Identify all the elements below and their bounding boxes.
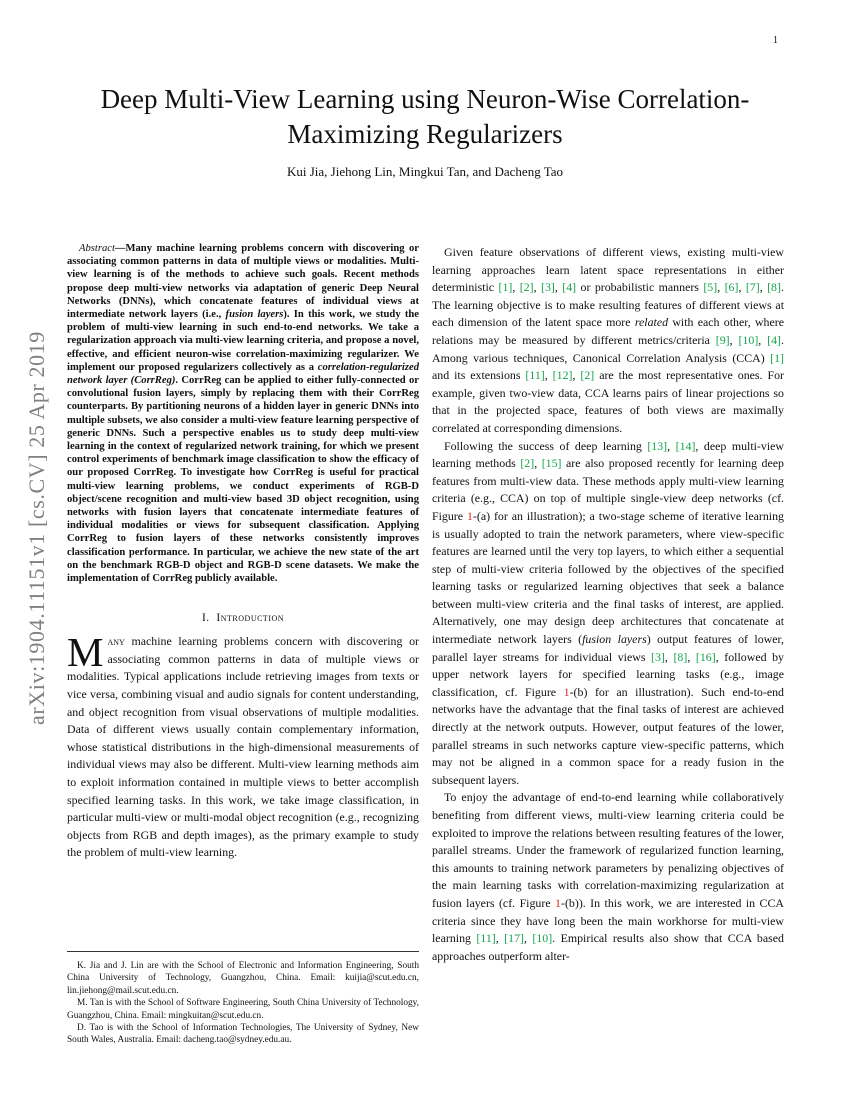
section-heading-introduction bbox=[67, 612, 419, 624]
citation[interactable]: [10] bbox=[738, 332, 759, 347]
abstract-text-2: ). In this work, we study the problem of multi-view learning in such end-to-end networks. We take a regularization approach via multi-view learning criteria, and propose a novel, effective, and efficient neuron-wise correlation-maximizing regularizer. We implement our proposed regularizers collectively as a bbox=[67, 309, 419, 373]
citation[interactable]: [8] bbox=[673, 649, 688, 664]
footnote-tao: D. Tao is with the School of Information Technologies, The University of Sydney, New South Wales, Australia. Email: dacheng.tao@sydney.edu.au. bbox=[67, 1023, 419, 1046]
intro-paragraph-3: Following the success of deep learning [13], [14], deep multi-view learning methods [2], [15] are also proposed recently for learning deep features from multi-view data. These methods apply multi-view learning criteria (e.g., CCA) on top of multiple single-view deep networks (cf. Figure 1-(a) for an illustration); a two-stage scheme of iterative learning is usually adopted to train the network parameters, where view-specific features are learned until the very top layers, to which either a sequential step of multi-view criteria followed by the objectives of the specified learning tasks or regularized learning objectives that seek a balance between multi-view criteria and the final tasks of interest, are applied. Alternatively, one may design deep architectures that concatenate at intermediate network layers (fusion layers) output features of lower, parallel layer streams for individual views [3], [8], [16], followed by upper network layers for specified learning tasks (e.g., image classification, cf. Figure 1-(b) for an illustration). Such end-to-end networks have the advantage that the final tasks of interest are achieved directly at the network outputs. However, output features of the lower, parallel streams in such networks capture view-specific patterns, which may not be aligned in a common space for a ready fusion in the subsequent layers. bbox=[432, 438, 785, 787]
right-column bbox=[432, 244, 784, 965]
citation[interactable]: [3] bbox=[651, 649, 665, 664]
citation[interactable]: [11] bbox=[476, 931, 496, 946]
abstract-text-1: Many machine learning problems concern with discovering or associating common patterns in data of multiple views or modalities. Multi-view learning is of the methods to achieve such goals. Recent methods propose deep multi-view networks via adaptation of generic Deep Neural Networks (DNNs), which concatenate features of individual views at intermediate network layers (i.e., bbox=[67, 243, 419, 321]
citation[interactable]: [2] bbox=[519, 280, 534, 295]
citation[interactable]: [4] bbox=[767, 332, 782, 347]
paper-title: Deep Multi-View Learning using Neuron-Wise Correlation-Maximizing Regularizers bbox=[100, 84, 750, 149]
section-title-rest: ntroduction bbox=[220, 612, 285, 625]
citation[interactable]: [17] bbox=[504, 931, 524, 946]
intro-paragraph-1 bbox=[67, 629, 419, 862]
intro-paragraph-1-text: machine learning problems concern with discovering or associating common patterns in data of multiple views or modalities. Typical applications include retrieving images from texts or vice versa, combining visual and audio signals for content understanding, and object recognition from visual observations of multiple modalities. Data of different views usually contain complementary information, whose statistical distributions in the high-dimensional measurements of individual views may also be different. Multi-view learning methods aim to exploit information contained in multiple views to better accomplish specified learning tasks. In this work, we take image classification, in particular multi-view or multi-modal object recognition (e.g., recognizing objects from RGB and depth images), as the primary example to study the problem of multi-view learning. bbox=[67, 634, 419, 860]
citation[interactable]: [16] bbox=[695, 649, 716, 664]
drop-cap: M bbox=[67, 629, 104, 676]
citation[interactable]: [8] bbox=[767, 280, 781, 295]
citation[interactable]: [2] bbox=[580, 368, 595, 383]
abstract bbox=[67, 242, 419, 585]
figure-reference[interactable]: 1 bbox=[466, 508, 473, 523]
page-number: 1 bbox=[773, 35, 778, 46]
intro-paragraph-2: Given feature observations of different views, existing multi-view learning approaches learn latent space representations in either deterministic [1], [2], [3], [4] or probabilistic manners [5], [6], [7], [8]. The learning objective is to make resulting features of different views at each dimension of the latent space more related with each other, where relations may be measured by different metrics/criteria [9], [10], [4]. Among various techniques, Canonical Correlation Analysis (CCA) [1] and its extensions [11], [12], [2] are the most representative ones. For example, given two-view data, CCA learns pairs of linear projections so that in the projected space, features of both views are maximally correlated at corresponding dimensions. bbox=[432, 245, 784, 435]
footnote-jia-lin: K. Jia and J. Lin are with the School of Electronic and Information Engineering, South China University of Technology, Guangzhou, China. Email: kuijia@scut.edu.cn, lin.jiehong@mail.scut.edu.cn. bbox=[67, 961, 419, 996]
citation[interactable]: [1] bbox=[498, 280, 513, 295]
citation[interactable]: [2] bbox=[520, 456, 535, 471]
citation[interactable]: [6] bbox=[724, 280, 739, 295]
citation[interactable]: [12] bbox=[552, 368, 573, 383]
citation[interactable]: [7] bbox=[745, 280, 760, 295]
arxiv-identifier-stamp[interactable]: arXiv:1904.11151v1 [cs.CV] 25 Apr 2019 bbox=[24, 331, 49, 725]
figure-reference[interactable]: 1 bbox=[555, 895, 561, 910]
citation[interactable]: [9] bbox=[715, 332, 730, 347]
section-title-first: I bbox=[216, 612, 221, 625]
intro-first-word: any bbox=[107, 634, 125, 649]
footnote-tan: M. Tan is with the School of Software Engineering, South China University of Technology, Guangzhou, China. Email: mingkuitan@scut.edu.cn. bbox=[67, 998, 419, 1021]
abstract-text-3: . CorrReg can be applied to either fully-connected or convolutional fusion layers, simply by replacing them with their CorrReg counterparts. By partitioning neurons of a hidden layer in generic DNNs into multiple subsets, we also consider a multi-view feature learning perspective of generic DNNs. Such a perspective enables us to study deep multi-view learning in the context of regularized network training, for which we present control experiments of benchmark image classification to show the efficacy of our proposed CorrReg. To investigate how CorrReg is useful for practical multi-view learning problems, we conduct experiments of RGB-D object/scene recognition and multi-view based 3D object recognition, using networks with fusion layers that concatenate intermediate features of individual modalities or views for subsequent classification. Applying CorrReg to fusion layers of these networks consistently improves classification performance. In particular, we achieve the new state of the art on the benchmark RGB-D object and RGB-D scene datasets. We make the implementation of CorrReg publicly available. bbox=[67, 375, 419, 585]
abstract-term-fusion-layers: fusion layers bbox=[225, 309, 284, 321]
abstract-term-corrreg: correlation-regularized network layer (CorrReg) bbox=[67, 361, 419, 387]
citation[interactable]: [5] bbox=[703, 280, 718, 295]
section-number: I. bbox=[201, 612, 210, 625]
emphasis-related: related bbox=[634, 315, 669, 330]
citation[interactable]: [15] bbox=[541, 456, 562, 471]
citation[interactable]: [13] bbox=[647, 438, 668, 453]
citation[interactable]: [11] bbox=[525, 368, 545, 383]
left-column bbox=[67, 242, 419, 862]
abstract-lead: Abstract bbox=[79, 243, 115, 254]
citation[interactable]: [3] bbox=[540, 280, 555, 295]
citation[interactable]: [1] bbox=[770, 350, 784, 365]
intro-paragraph-4: To enjoy the advantage of end-to-end learning while collaboratively benefiting from different views, multi-view learning criteria could be exploited to improve the relations between resulting features of the lower, parallel streams. Under the framework of regularized function learning, this amounts to training network parameters by penalizing objectives of the main learning tasks with correlation-maximizing regularization at fusion layers (cf. Figure 1-(b)). In this work, we are interested in CCA criteria since they have long been the main workhorse for multi-view learning [11], [17], [10]. Empirical results also show that CCA based approaches outperform alter- bbox=[432, 790, 785, 963]
citation[interactable]: [4] bbox=[562, 280, 577, 295]
author-list: Kui Jia, Jiehong Lin, Mingkui Tan, and Dacheng Tao bbox=[286, 164, 564, 179]
citation[interactable]: [10] bbox=[532, 931, 553, 946]
citation[interactable]: [14] bbox=[675, 438, 696, 453]
affiliation-footnotes bbox=[67, 951, 419, 1047]
figure-reference[interactable]: 1 bbox=[563, 684, 570, 699]
emphasis-fusion-layers: fusion layers bbox=[582, 632, 647, 647]
abstract-dash: — bbox=[114, 243, 126, 254]
